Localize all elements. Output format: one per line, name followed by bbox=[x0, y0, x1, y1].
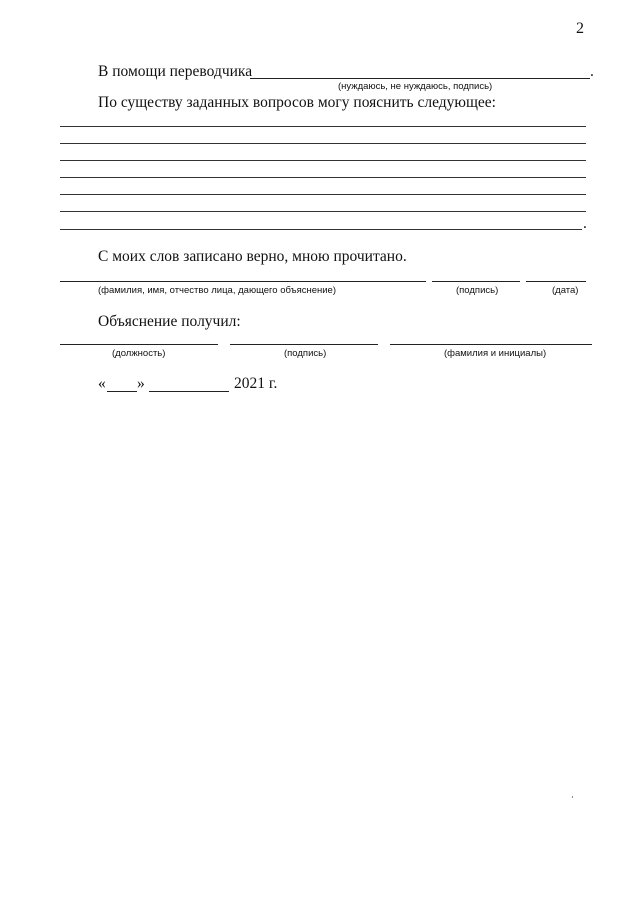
receiver-label: Объяснение получил: bbox=[98, 313, 241, 330]
answer-line-4[interactable] bbox=[60, 177, 586, 178]
signature-line[interactable] bbox=[432, 281, 520, 282]
answer-line-2[interactable] bbox=[60, 143, 586, 144]
date-line[interactable] bbox=[526, 281, 586, 282]
receiver-signature-line[interactable] bbox=[230, 344, 378, 345]
answer-line-1[interactable] bbox=[60, 126, 586, 127]
receiver-name-line[interactable] bbox=[390, 344, 592, 345]
caption-date: (дата) bbox=[552, 285, 579, 296]
answer-line-6[interactable] bbox=[60, 211, 586, 212]
page-number: 2 bbox=[576, 20, 584, 37]
caption-position: (должность) bbox=[112, 348, 166, 359]
answer-line-3[interactable] bbox=[60, 160, 586, 161]
questions-end-mark: . bbox=[583, 215, 587, 232]
answer-line-5[interactable] bbox=[60, 194, 586, 195]
questions-label: По существу заданных вопросов могу пояснить следующее: bbox=[98, 94, 496, 111]
caption-full-name: (фамилия, имя, отчество лица, дающего объяснение) bbox=[98, 285, 337, 296]
caption-receiver-signature: (подпись) bbox=[284, 348, 327, 359]
caption-receiver-name: (фамилия и инициалы) bbox=[444, 348, 547, 359]
position-line[interactable] bbox=[60, 344, 218, 345]
month-line[interactable] bbox=[149, 391, 229, 392]
name-signature-line[interactable] bbox=[60, 281, 426, 282]
translator-hint: (нуждаюсь, не нуждаюсь, подпись) bbox=[338, 81, 493, 92]
day-line[interactable] bbox=[107, 391, 137, 392]
date-open-quote: « bbox=[98, 375, 106, 392]
confirmation-text: С моих слов записано верно, мною прочитано. bbox=[98, 248, 407, 265]
date-close-quote: » bbox=[137, 375, 145, 392]
translator-label: В помощи переводчика bbox=[98, 63, 253, 80]
translator-input-line[interactable] bbox=[250, 78, 590, 79]
caption-signature: (подпись) bbox=[456, 285, 499, 296]
corner-mark: ˙ bbox=[571, 794, 575, 808]
answer-line-7[interactable] bbox=[60, 229, 582, 230]
translator-end-mark: . bbox=[590, 63, 594, 80]
date-year: 2021 г. bbox=[234, 375, 278, 392]
